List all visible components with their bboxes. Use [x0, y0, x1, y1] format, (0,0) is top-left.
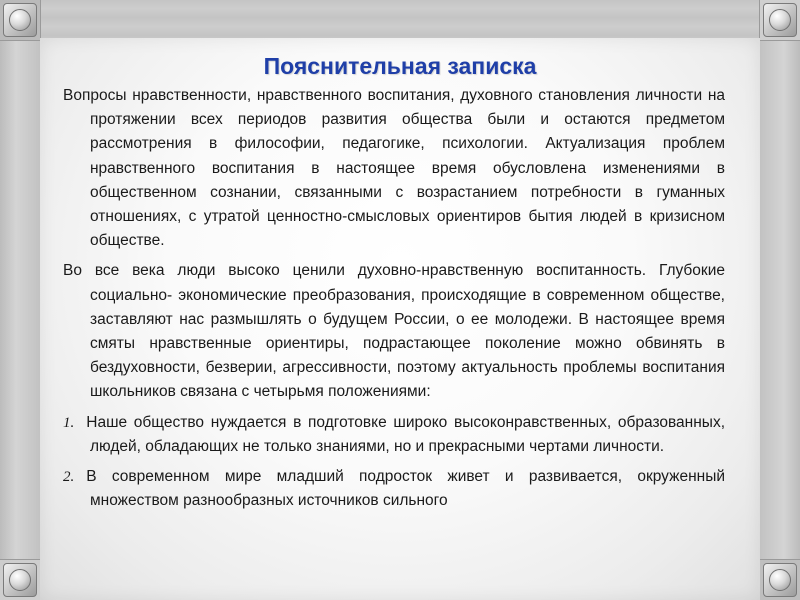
- list-item: [63, 411, 725, 459]
- list-item-text: В современном мире младший подросток живет и развивается, окруженный множеством разнообразных источников сильного: [86, 468, 725, 510]
- slide-body: [63, 84, 725, 519]
- frame-left-rail: [0, 40, 40, 560]
- list-item: [63, 465, 725, 513]
- corner-bolt-icon: [0, 560, 40, 600]
- list-item-text: Наше общество нуждается в подготовке широко высоконравственных, образованных, людей, обладающих не только знаниями, но и прекрасными чертами личности.: [86, 413, 725, 455]
- frame-right-rail: [760, 40, 800, 560]
- frame-top-rail: [40, 0, 760, 38]
- body-paragraph: Во все века люди высоко ценили духовно-нравственную воспитанность. Глубокие социально- экономические преобразования, происходящие в современном обществе, заставляют нас размышлять о будущем России, о ее молодежи. В настоящее время смяты нравственные ориентиры, подрастающее поколение можно обвинять в бездуховности, безверии, агрессивности, поэтому актуальность проблемы воспитания школьников связана с четырьмя положениями:: [63, 262, 725, 401]
- corner-bolt-icon: [760, 560, 800, 600]
- corner-bolt-icon: [760, 0, 800, 40]
- body-paragraph: Вопросы нравственности, нравственного воспитания, духовного становления личности на протяжении всех периодов развития общества были и остаются предметом рассмотрения в философии, педагогике, психологии. Актуализация проблем нравственного воспитания в настоящее время обусловлена изменениями в общественном сознании, связанными с возрастанием потребности в гуманных отношениях, с утратой ценностно-смысловых ориентиров бытия людей в кризисном обществе.: [63, 87, 725, 250]
- list-number: 2.: [63, 469, 75, 486]
- list-number: 1.: [63, 414, 75, 431]
- slide-title: Пояснительная записка: [263, 53, 537, 79]
- corner-bolt-icon: [0, 0, 40, 40]
